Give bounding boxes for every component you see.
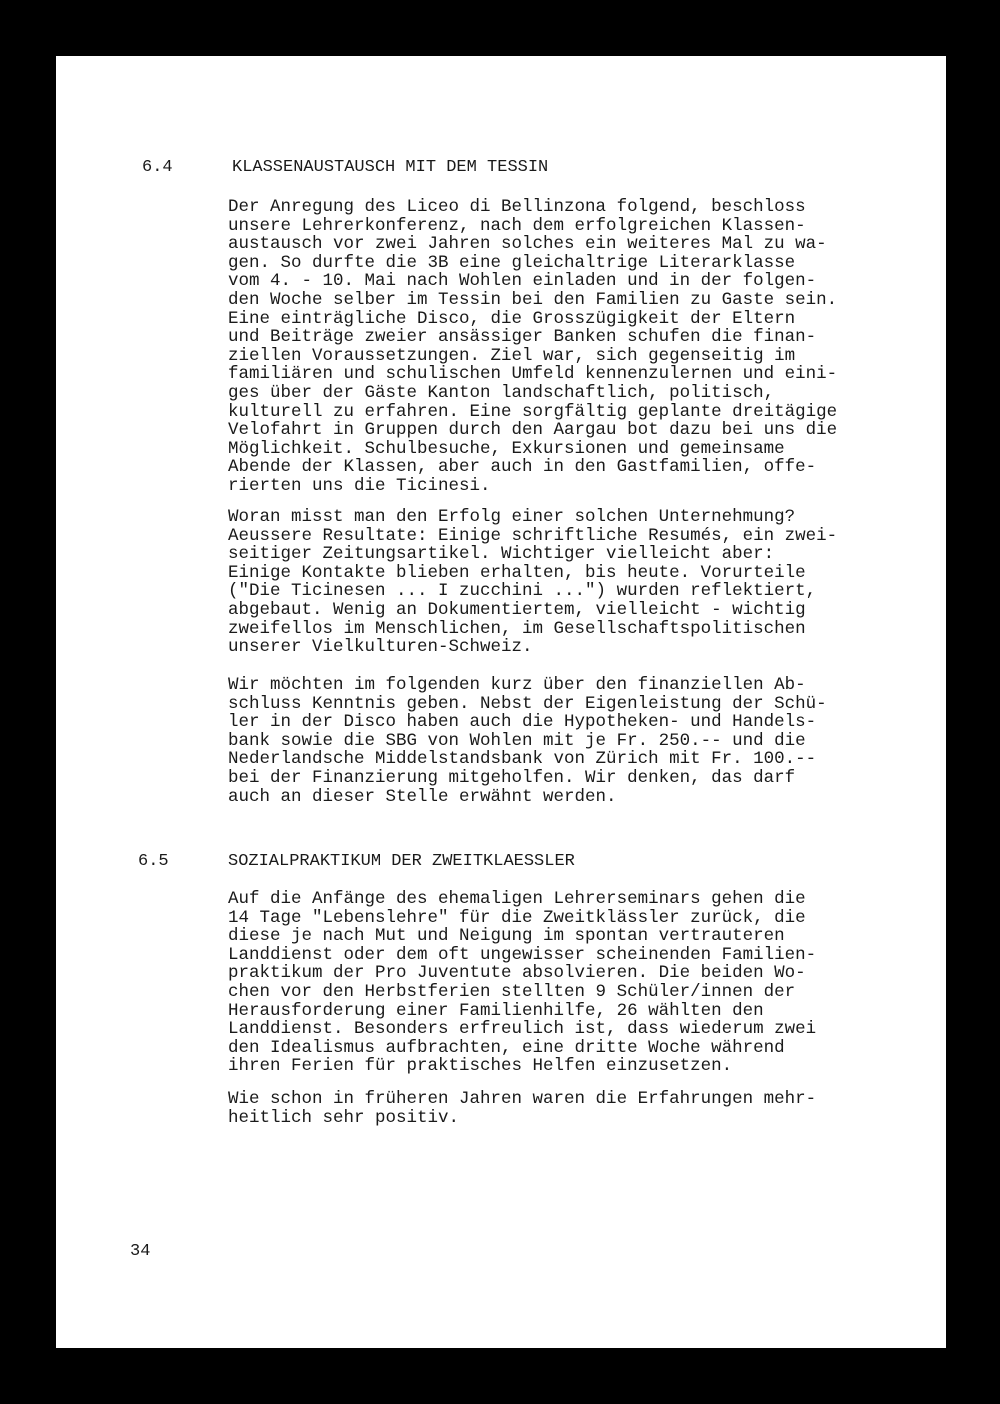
text-line: gen. So durfte die 3B eine gleichaltrige Literarklasse: [228, 252, 796, 273]
text-line: Aeussere Resultate: Einige schriftliche Resumés, ein zwei-: [228, 525, 838, 546]
text-line: Wir möchten im folgenden kurz über den finanziellen Ab-: [228, 675, 806, 695]
text-line: und Beiträge zweier ansässiger Banken schufen die finan-: [228, 327, 817, 348]
section-number: 6.4: [142, 158, 173, 177]
text-line: unserer Vielkulturen-Schweiz.: [228, 637, 533, 658]
text-line: abgebaut. Wenig an Dokumentiertem, vielleicht - wichtig: [228, 599, 806, 620]
text-line: unsere Lehrerkonferenz, nach dem erfolgreichen Klassen-: [228, 215, 806, 236]
text-line: heitlich sehr positiv.: [228, 1107, 460, 1128]
text-line: rierten uns die Ticinesi.: [228, 475, 491, 496]
text-line: Eine einträgliche Disco, die Grosszügigkeit der Eltern: [228, 308, 796, 329]
text-line: bei der Finanzierung mitgeholfen. Wir denken, das darf: [228, 767, 796, 788]
text-line: ziellen Voraussetzungen. Ziel war, sich gegenseitig im: [228, 345, 796, 366]
text-line: ("Die Ticinesen ... I zucchini ...") wurden reflektiert,: [228, 581, 817, 602]
text-line: Nederlandsche Middelstandsbank von Zürich mit Fr. 100.--: [228, 749, 817, 770]
text-line: chen vor den Herbstferien stellten 9 Schüler/innen der: [228, 981, 796, 1002]
text-line: familiären und schulischen Umfeld kennenzulernen und eini-: [228, 364, 838, 385]
text-line: austausch vor zwei Jahren solches ein weiteres Mal zu wa-: [228, 234, 827, 255]
text-line: ges über der Gäste Kanton landschaftlich, politisch,: [228, 382, 775, 403]
section-title: SOZIALPRAKTIKUM DER ZWEITKLAESSLER: [228, 852, 575, 871]
paragraph: [228, 890, 928, 1076]
paragraph: [228, 1090, 928, 1127]
text-line: Abende der Klassen, aber auch in den Gastfamilien, offe-: [228, 457, 817, 478]
document-page: [56, 56, 946, 1348]
text-line: ihren Ferien für praktisches Helfen einzusetzen.: [228, 1056, 733, 1077]
text-line: diese je nach Mut und Neigung im spontan vertrauteren: [228, 926, 785, 947]
text-line: Woran misst man den Erfolg einer solchen Unternehmung?: [228, 507, 796, 527]
text-line: auch an dieser Stelle erwähnt werden.: [228, 786, 617, 807]
text-line: Auf die Anfänge des ehemaligen Lehrerseminars gehen die: [228, 889, 806, 909]
text-line: praktikum der Pro Juventute absolvieren. Die beiden Wo-: [228, 963, 806, 984]
text-line: Herausforderung einer Familienhilfe, 26 wählten den: [228, 1000, 764, 1021]
page-number: 34: [130, 1242, 151, 1261]
text-line: ler in der Disco haben auch die Hypotheken- und Handels-: [228, 712, 817, 733]
text-line: Wie schon in früheren Jahren waren die Erfahrungen mehr-: [228, 1089, 817, 1109]
paragraph: [228, 508, 928, 657]
text-line: vom 4. - 10. Mai nach Wohlen einladen und in der folgen-: [228, 271, 817, 292]
text-line: Der Anregung des Liceo di Bellinzona folgend, beschloss: [228, 197, 806, 217]
text-line: seitiger Zeitungsartikel. Wichtiger vielleicht aber:: [228, 544, 775, 565]
text-line: Möglichkeit. Schulbesuche, Exkursionen und gemeinsame: [228, 438, 785, 459]
text-line: Velofahrt in Gruppen durch den Aargau bot dazu bei uns die: [228, 420, 838, 441]
text-line: schluss Kenntnis geben. Nebst der Eigenleistung der Schü-: [228, 693, 827, 714]
section-number: 6.5: [138, 852, 169, 871]
text-line: den Woche selber im Tessin bei den Familien zu Gaste sein.: [228, 289, 838, 310]
text-line: Einige Kontakte blieben erhalten, bis heute. Vorurteile: [228, 562, 806, 583]
text-line: bank sowie die SBG von Wohlen mit je Fr. 250.-- und die: [228, 730, 806, 751]
paragraph: [228, 676, 928, 806]
section-title: KLASSENAUSTAUSCH MIT DEM TESSIN: [232, 158, 549, 177]
text-line: kulturell zu erfahren. Eine sorgfältig geplante dreitägige: [228, 401, 838, 422]
text-line: zweifellos im Menschlichen, im Gesellschaftspolitischen: [228, 618, 806, 639]
paragraph: [228, 198, 928, 496]
text-line: Landdienst. Besonders erfreulich ist, dass wiederum zwei: [228, 1019, 817, 1040]
text-line: den Idealismus aufbrachten, eine dritte Woche während: [228, 1037, 785, 1058]
text-line: Landdienst oder dem oft ungewisser scheinenden Familien-: [228, 944, 817, 965]
text-line: 14 Tage "Lebenslehre" für die Zweitklässler zurück, die: [228, 907, 806, 928]
